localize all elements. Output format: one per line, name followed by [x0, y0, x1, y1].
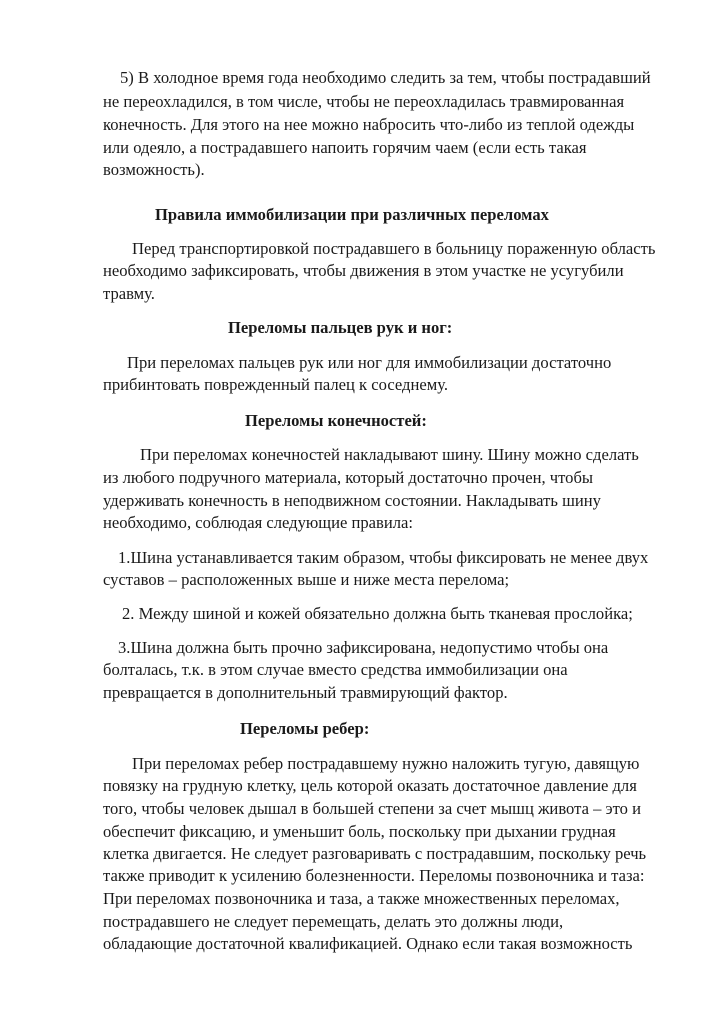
paragraph-line: 3.Шина должна быть прочно зафиксирована, недопустимо чтобы она: [118, 638, 609, 657]
paragraph-line: При переломах конечностей накладывают шину. Шину можно сделать: [140, 445, 639, 464]
paragraph-line: превращается в дополнительный травмирующий фактор.: [103, 683, 508, 702]
section-heading: Переломы ребер:: [240, 719, 370, 738]
paragraph-line: При переломах ребер пострадавшему нужно наложить тугую, давящую: [132, 754, 640, 773]
section-heading: Правила иммобилизации при различных переломах: [155, 205, 549, 224]
section-heading: Переломы пальцев рук и ног:: [228, 318, 453, 337]
paragraph-line: обладающие достаточной квалификацией. Однако если такая возможность: [103, 934, 633, 953]
paragraph-line: При переломах позвоночника и таза, а также множественных переломах,: [103, 889, 620, 908]
paragraph-line: 5) В холодное время года необходимо следить за тем, чтобы пострадавший: [120, 68, 651, 87]
paragraph-line: прибинтовать поврежденный палец к соседнему.: [103, 375, 449, 394]
paragraph-line: суставов – расположенных выше и ниже места перелома;: [103, 570, 510, 589]
paragraph-line: возможность).: [103, 160, 205, 179]
paragraph-line: болталась, т.к. в этом случае вместо средства иммобилизации она: [103, 660, 568, 679]
paragraph-line: из любого подручного материала, который достаточно прочен, чтобы: [103, 468, 594, 487]
paragraph-line: или одеяло, а пострадавшего напоить горячим чаем (если есть такая: [103, 138, 587, 157]
paragraph-line: обеспечит фиксацию, и уменьшит боль, поскольку при дыхании грудная: [103, 822, 616, 841]
paragraph-line: необходимо, соблюдая следующие правила:: [103, 513, 413, 532]
paragraph-line: 1.Шина устанавливается таким образом, чтобы фиксировать не менее двух: [118, 548, 649, 567]
paragraph-line: клетка двигается. Не следует разговаривать с пострадавшим, поскольку речь: [103, 844, 647, 863]
paragraph-line: пострадавшего не следует перемещать, делать это должны люди,: [103, 912, 564, 931]
paragraph-line: того, чтобы человек дышал в большей степени за счет мышц живота – это и: [103, 799, 642, 818]
paragraph-line: не переохладился, в том числе, чтобы не переохладилась травмированная: [103, 92, 625, 111]
paragraph-line: необходимо зафиксировать, чтобы движения в этом участке не усугубили: [103, 261, 624, 280]
paragraph-line: При переломах пальцев рук или ног для иммобилизации достаточно: [127, 353, 612, 372]
section-heading: Переломы конечностей:: [245, 411, 427, 430]
paragraph-line: удерживать конечность в неподвижном состоянии. Накладывать шину: [103, 491, 601, 510]
paragraph-line: 2. Между шиной и кожей обязательно должна быть тканевая прослойка;: [122, 604, 633, 623]
paragraph-line: травму.: [103, 284, 155, 303]
paragraph-line: конечность. Для этого на нее можно набросить что-либо из теплой одежды: [103, 115, 635, 134]
paragraph-line: также приводит к усилению болезненности. Переломы позвоночника и таза:: [103, 866, 645, 885]
paragraph-line: Перед транспортировкой пострадавшего в больницу пораженную область: [132, 239, 656, 258]
paragraph-line: повязку на грудную клетку, цель которой оказать достаточное давление для: [103, 776, 637, 795]
